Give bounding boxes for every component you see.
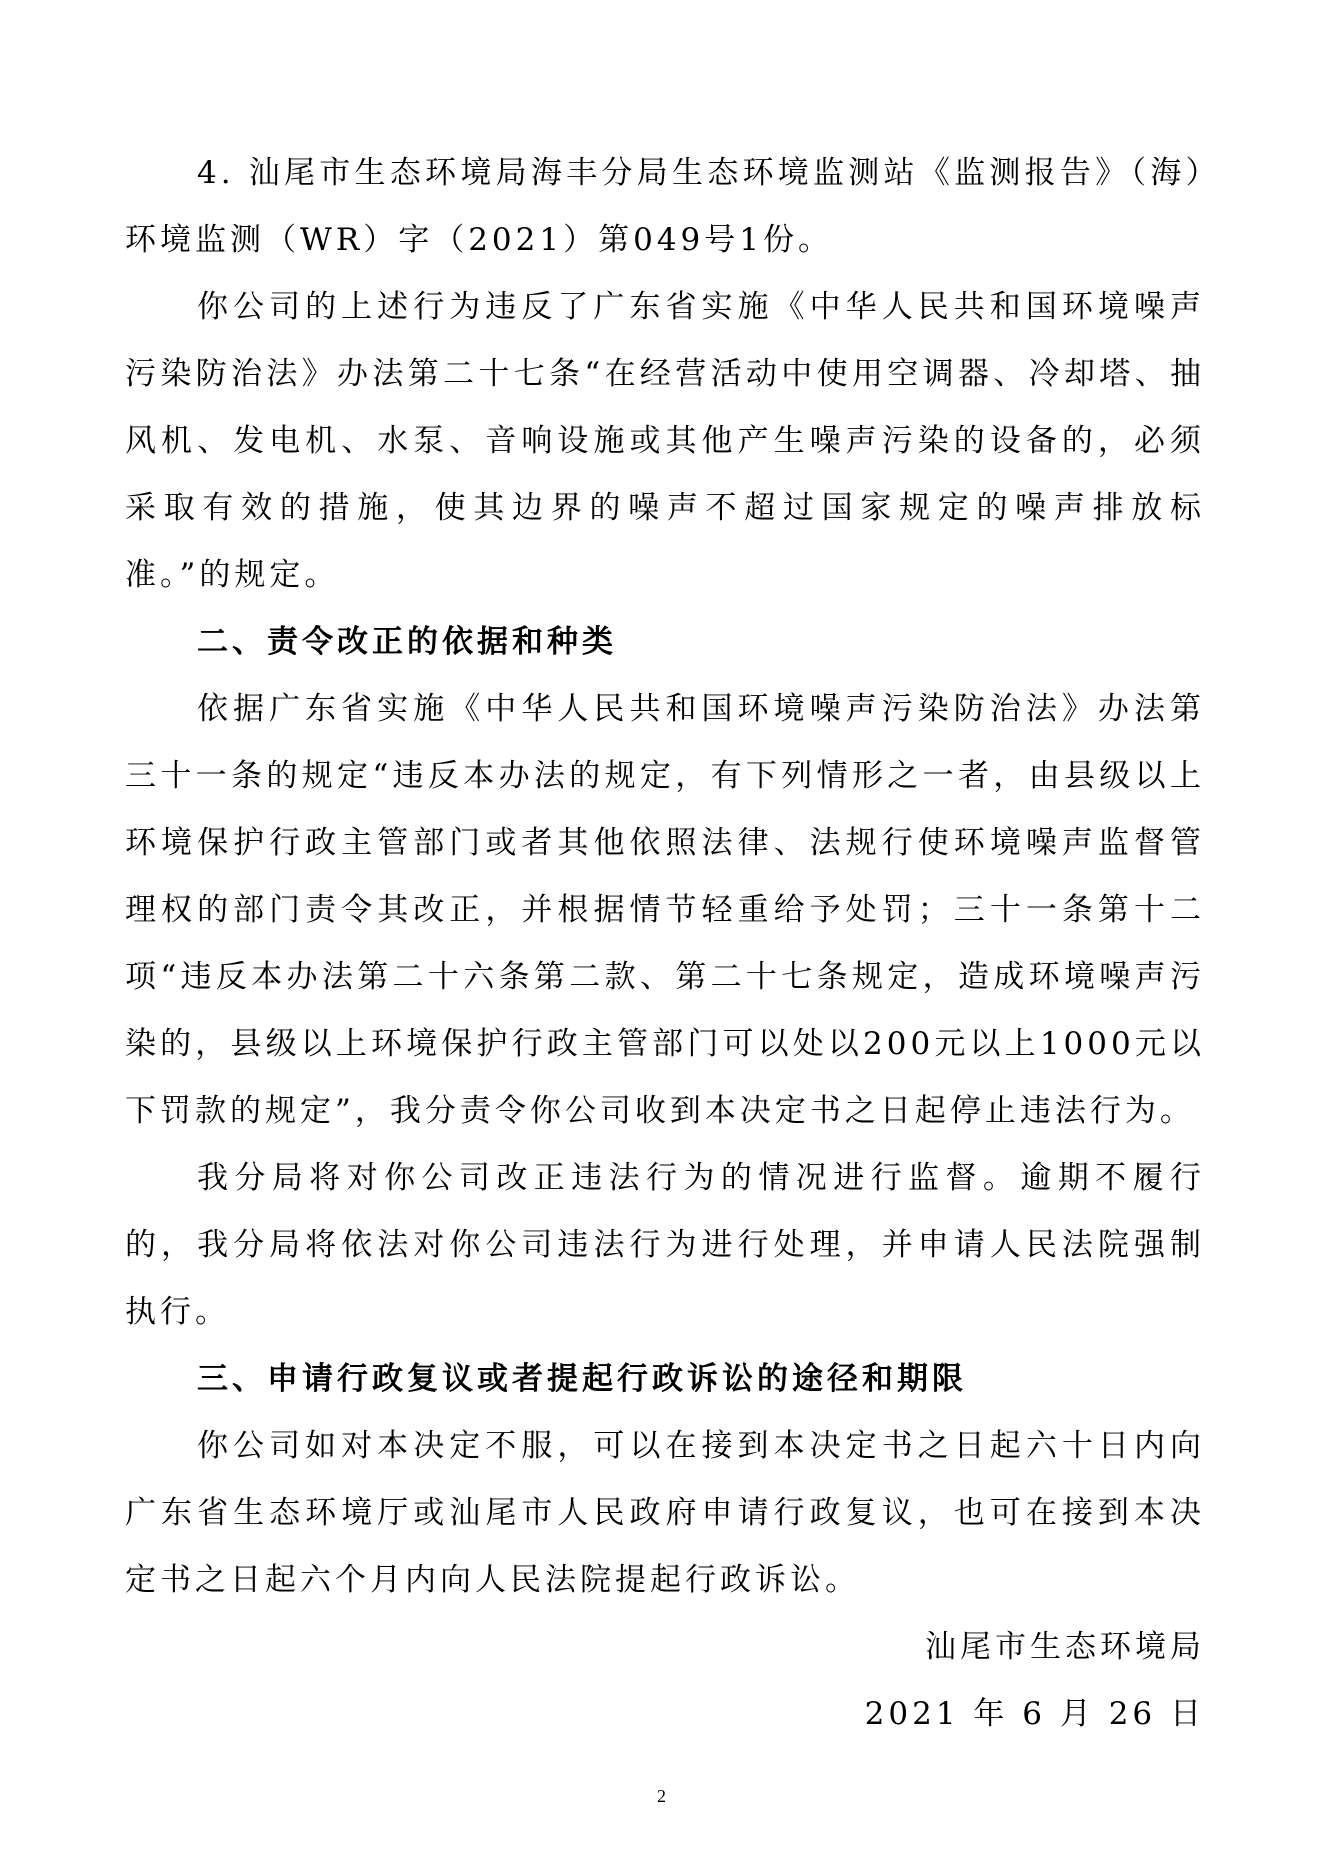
basis-paragraph: 依据广东省实施《中华人民共和国环境噪声污染防治法》办法第三十一条的规定“违反本办法的规定，有下列情形之一者，由县级以上环境保护行政主管部门或者其他依照法律、法规行使环境噪声监督管理权的部门责令其改正，并根据情节轻重给予处罚；三十一条第十二项“违反本办法第二十六条第二款、第二十七条规定，造成环境噪声污染的，县级以上环境保护行政主管部门可以处以200元以上1000元以下罚款的规定”，我分责令你公司收到本决定书之日起停止违法行为。 [125, 691, 1205, 1129]
page-number: 2 [657, 1786, 666, 1806]
appeal-paragraph: 你公司如对本决定不服，可以在接到本决定书之日起六十日内向广东省生态环境厅或汕尾市人民政府申请行政复议，也可在接到本决定书之日起六个月内向人民法院提起行政诉讼。 [125, 1428, 1205, 1598]
section-heading-2: 二、责令改正的依据和种类 [197, 624, 617, 660]
supervision-paragraph: 我分局将对你公司改正违法行为的情况进行监督。逾期不履行的，我分局将依法对你公司违法行为进行处理，并申请人民法院强制执行。 [125, 1160, 1205, 1330]
section-heading-3: 三、申请行政复议或者提起行政诉讼的途径和期限 [197, 1361, 967, 1397]
violation-paragraph: 你公司的上述行为违反了广东省实施《中华人民共和国环境噪声污染防治法》办法第二十七条“在经营活动中使用空调器、冷却塔、抽风机、发电机、水泵、音响设施或其他产生噪声污染的设备的，必须采取有效的措施，使其边界的噪声不超过国家规定的噪声排放标准。”的规定。 [125, 289, 1205, 593]
evidence-item-4: 4. 汕尾市生态环境局海丰分局生态环境监测站《监测报告》（海）环境监测（WR）字（2021）第049号1份。 [125, 155, 1205, 258]
issue-date: 2021 年 6 月 26 日 [864, 1696, 1205, 1732]
document-body [125, 140, 1205, 1748]
issuer-name: 汕尾市生态环境局 [925, 1629, 1205, 1665]
